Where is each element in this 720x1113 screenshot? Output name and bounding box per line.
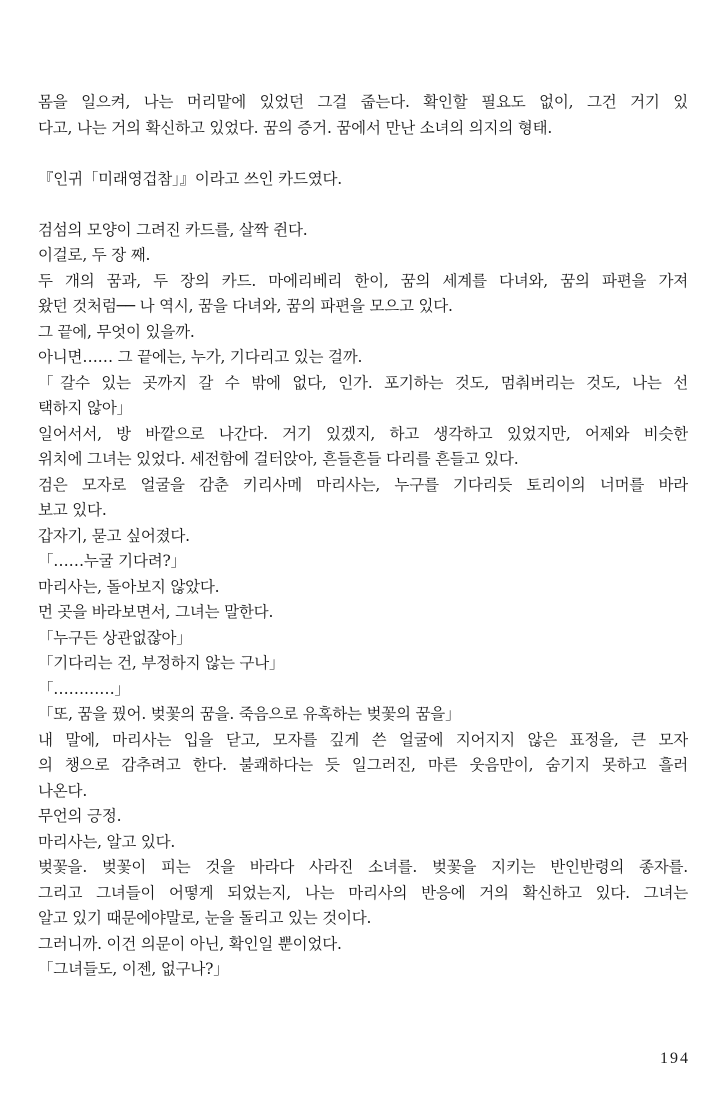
text-line: 몸을 일으켜, 나는 머리맡에 있었던 그걸 줍는다. 확인할 필요도 없이, 그건 거기 있 [38, 93, 688, 111]
blank-line [38, 141, 688, 167]
text-line: 이걸로, 두 장 째. [38, 246, 151, 264]
text-line: 「누구든 상관없잖아」 [38, 628, 192, 647]
body-text [38, 90, 688, 983]
text-line: 알고 있기 때문에야말로, 눈을 돌리고 있는 것이다. [38, 909, 372, 927]
text-line: 「…………」 [38, 679, 130, 698]
text-line: 그러니까. 이건 의문이 아닌, 확인일 뿐이었다. [38, 934, 342, 953]
text-line: 두 개의 꿈과, 두 장의 카드. 마에리베리 한이, 꿈의 세계를 다녀와, 꿈의 파편을 가져 [38, 271, 688, 290]
text-line: 왔던 것처럼── 나 역시, 꿈을 다녀와, 꿈의 파편을 모으고 있다. [38, 297, 453, 315]
text-line: 「……누굴 기다려?」 [38, 552, 186, 570]
text-line: 『인귀「미래영겁참」』이라고 쓰인 카드였다. [38, 169, 343, 188]
text-line: 아니면…… 그 끝에는, 누가, 기다리고 있는 걸까. [38, 348, 363, 366]
text-line: 「갈수 있는 곳까지 갈 수 밖에 없다, 인가. 포기하는 것도, 멈춰버리는 것도, 나는 선 [38, 373, 688, 392]
text-line: 「기다리는 건, 부정하지 않는 구나」 [38, 654, 285, 672]
text-line: 마리사는, 알고 있다. [38, 832, 176, 851]
text-line: 「또, 꿈을 꿨어. 벚꽃의 꿈을. 죽음으로 유혹하는 벚꽃의 꿈을」 [38, 705, 461, 723]
text-line: 검섬의 모양이 그려진 카드를, 살짝 쥔다. [38, 220, 308, 239]
text-line: 다고, 나는 거의 확신하고 있었다. 꿈의 증거. 꿈에서 만난 소녀의 의지의 형태. [38, 118, 553, 137]
text-line: 보고 있다. [38, 501, 107, 519]
blank-line [38, 192, 688, 218]
text-line: 내 말에, 마리사는 입을 닫고, 모자를 깊게 쓴 얼굴에 지어지지 않은 표정을, 큰 모자 [38, 730, 688, 749]
text-line: 마리사는, 돌아보지 않았다. [38, 577, 220, 596]
text-line: 무언의 긍정. [38, 807, 122, 825]
text-line: 벚꽃을. 벚꽃이 피는 것을 바라다 사라진 소녀를. 벚꽃을 지키는 반인반령의 종자를. [38, 858, 688, 876]
page-number: 194 [660, 1050, 690, 1067]
text-line: 나온다. [38, 781, 88, 800]
text-line: 「그녀들도, 이젠, 없구나?」 [38, 960, 229, 978]
text-line: 먼 곳을 바라보면서, 그녀는 말한다. [38, 603, 274, 621]
text-line: 택하지 않아」 [38, 399, 132, 417]
text-line: 검은 모자로 얼굴을 감춘 키리사메 마리사는, 누구를 기다리듯 토리이의 너머를 바라 [38, 475, 688, 494]
text-line: 의 챙으로 감추려고 한다. 불쾌하다는 듯 일그러진, 마른 웃음만이, 숨기지 못하고 흘러 [38, 756, 688, 774]
text-line: 일어서서, 방 바깥으로 나간다. 거기 있겠지, 하고 생각하고 있었지만, 어제와 비슷한 [38, 424, 688, 443]
text-line: 갑자기, 묻고 싶어졌다. [38, 526, 190, 545]
text-line: 위치에 그녀는 있었다. 세전함에 걸터앉아, 흔들흔들 다리를 흔들고 있다. [38, 450, 519, 468]
text-line: 그리고 그녀들이 어떻게 되었는지, 나는 마리사의 반응에 거의 확신하고 있다. 그녀는 [38, 883, 688, 902]
text-line: 그 끝에, 무엇이 있을까. [38, 322, 195, 341]
